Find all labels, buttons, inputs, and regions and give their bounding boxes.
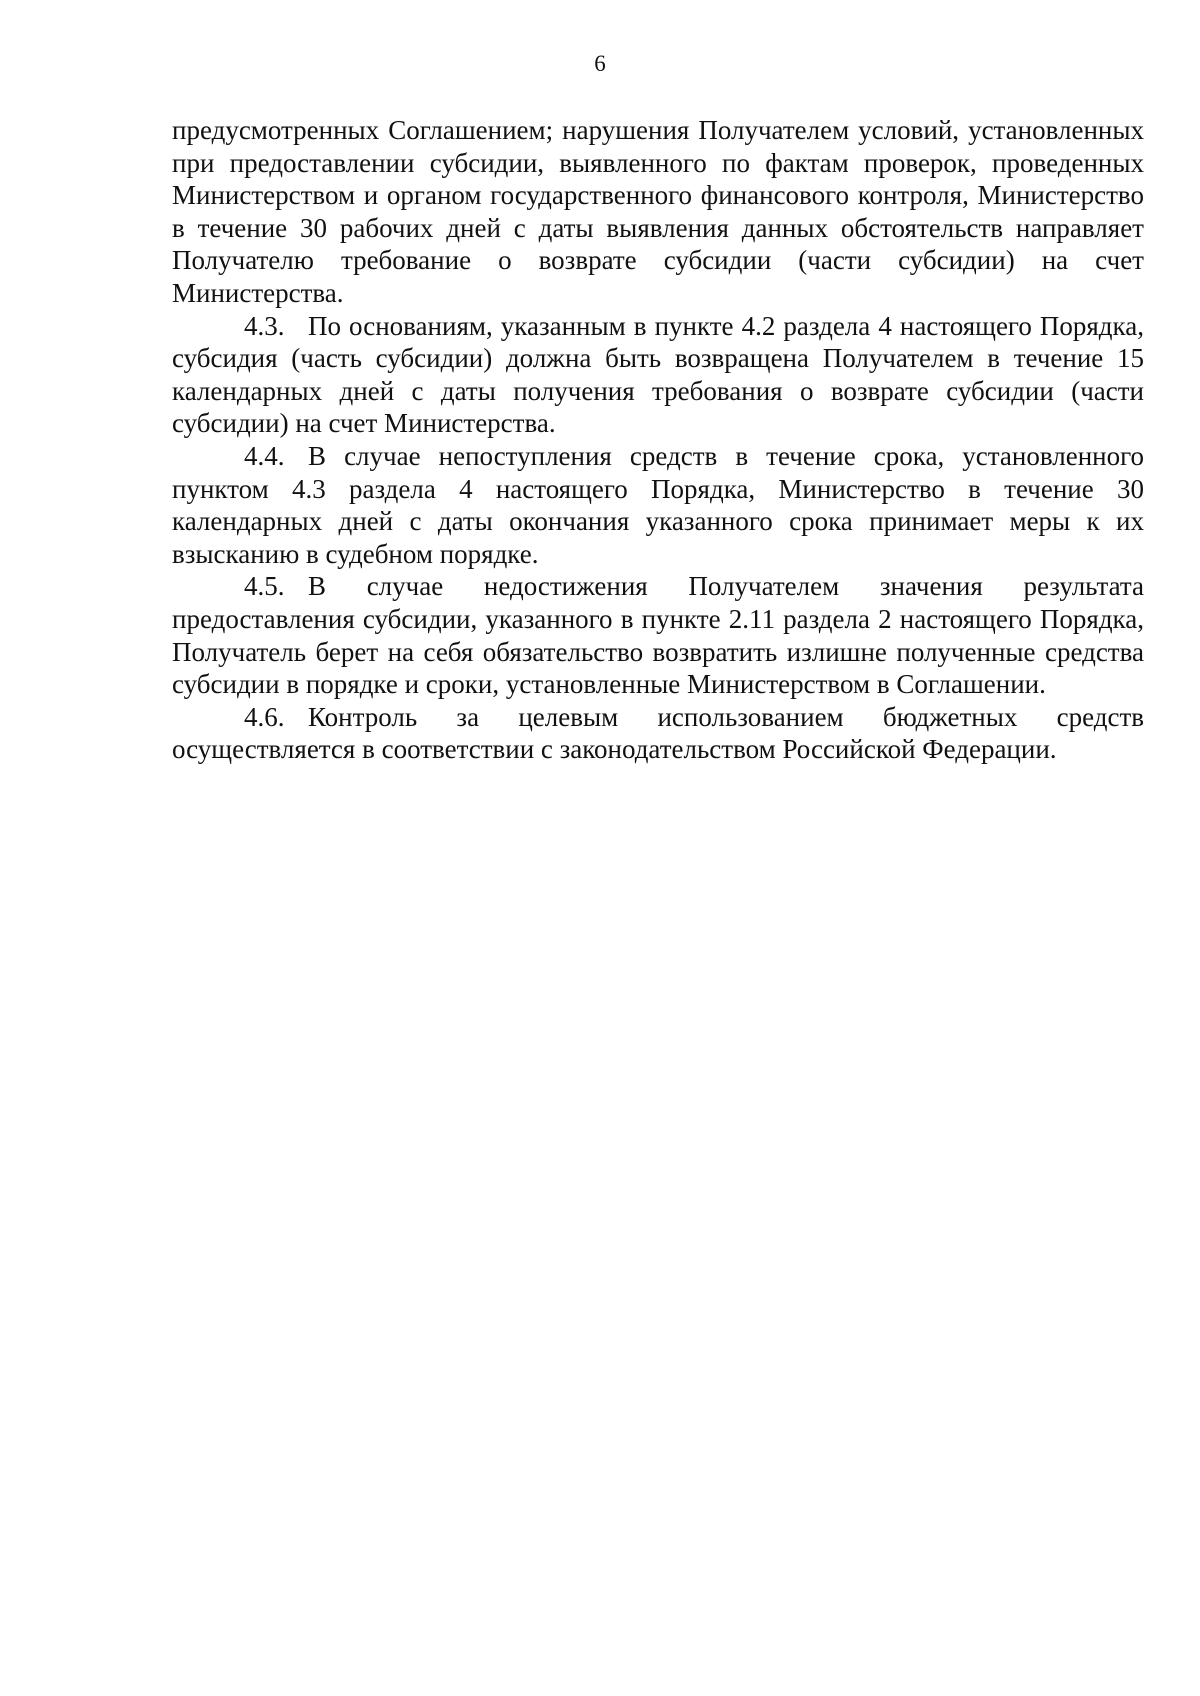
- paragraph-number: 4.4.: [244, 440, 285, 471]
- paragraph-text: По основаниям, указанным в пункте 4.2 раздела 4 настоящего Порядка, субсидия (часть субсидии) должна быть возвращена Получателем в течение 15 календарных дней с даты получения требования о возврате субсидии (части субсидии) на счет Министерства.: [172, 310, 1144, 439]
- page-number: 6: [594, 51, 606, 76]
- paragraph-text: В случае недостижения Получателем значения результата предоставления субсидии, указанного в пункте 2.11 раздела 2 настоящего Порядка, Получатель берет на себя обязательство возвратить излишне полученные средства субсидии в порядке и сроки, установленные Министерством в Соглашении.: [172, 571, 1144, 700]
- paragraph-number: 4.5.: [244, 571, 285, 602]
- paragraph-continuation: [172, 114, 1144, 310]
- document-body: [172, 114, 1144, 766]
- paragraph-text: В случае непоступления средств в течение срока, установленного пунктом 4.3 раздела 4 настоящего Порядка, Министерство в течение 30 календарных дней с даты окончания указанного срока принимает меры к их взысканию в судебном порядке.: [172, 440, 1144, 569]
- paragraph-4-6: [172, 701, 1144, 766]
- paragraph-number: 4.6.: [244, 701, 285, 732]
- paragraph-text: предусмотренных Соглашением; нарушения Получателем условий, установленных при предоставлении субсидии, выявленного по фактам проверок, проведенных Министерством и органом государственного финансового контроля, Министерство в течение 30 рабочих дней с даты выявления данных обстоятельств направляет Получателю требование о возврате субсидии (части субсидии) на счет Министерства.: [172, 115, 1144, 308]
- paragraph-number: 4.3.: [244, 310, 285, 341]
- paragraph-text: Контроль за целевым использованием бюджетных средств осуществляется в соответствии с законодательством Российской Федерации.: [172, 701, 1144, 765]
- paragraph-4-4: [172, 440, 1144, 570]
- paragraph-4-5: [172, 570, 1144, 700]
- paragraph-4-3: [172, 310, 1144, 440]
